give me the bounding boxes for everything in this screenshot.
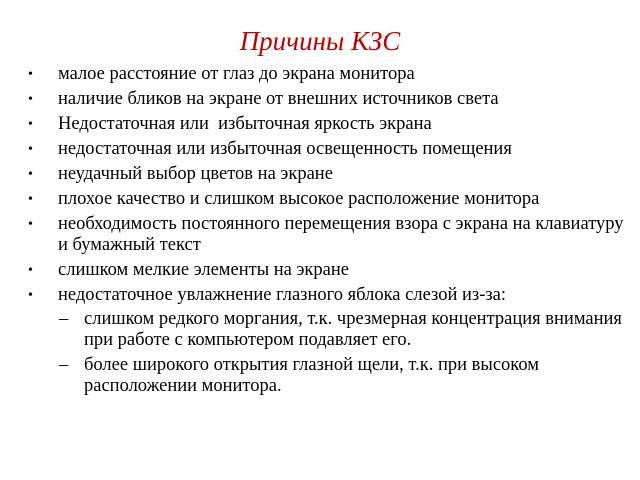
bullet-marker: • <box>28 263 33 278</box>
slide-title: Причины КЗС <box>239 26 401 56</box>
bullet-text: малое расстояние от глаз до экрана монитора <box>58 64 415 84</box>
sub-bullet-marker: – <box>59 309 69 329</box>
bullet-marker: • <box>28 142 33 157</box>
bullet-item <box>26 139 626 160</box>
bullet-item <box>26 214 626 256</box>
bullet-marker: • <box>28 92 33 107</box>
sub-bullet-item <box>26 309 626 351</box>
bullet-text: плохое качество и слишком высокое расположение монитора <box>58 189 540 209</box>
bullet-item <box>26 64 626 85</box>
bullet-item <box>26 189 626 210</box>
bullet-item <box>26 89 626 110</box>
bullet-text: неудачный выбор цветов на экране <box>58 164 333 184</box>
bullet-marker: • <box>28 167 33 182</box>
bullet-list <box>26 64 626 397</box>
bullet-item <box>26 164 626 185</box>
bullet-marker: • <box>28 217 33 232</box>
bullet-text: Недостаточная или избыточная яркость экрана <box>58 114 432 134</box>
bullet-marker: • <box>28 288 33 303</box>
sub-bullet-text: слишком редкого моргания, т.к. чрезмерная концентрация внимания при работе с компьютером подавляет его. <box>84 309 622 350</box>
bullet-text: наличие бликов на экране от внешних источников света <box>58 89 499 109</box>
bullet-item <box>26 114 626 135</box>
bullet-marker: • <box>28 117 33 132</box>
sub-bullet-text: более широкого открытия глазной щели, т.к. при высоком расположении монитора. <box>84 355 539 396</box>
bullet-item <box>26 260 626 281</box>
bullet-item <box>26 285 626 397</box>
slide-content <box>26 64 626 401</box>
sub-bullet-marker: – <box>59 355 69 375</box>
bullet-text: недостаточное увлажнение глазного яблока слезой из-за: <box>58 285 507 305</box>
bullet-marker: • <box>28 67 33 82</box>
bullet-text: необходимость постоянного перемещения взора с экрана на клавиатуру и бумажный текст <box>58 214 624 255</box>
bullet-marker: • <box>28 192 33 207</box>
sub-bullet-item <box>26 355 626 397</box>
bullet-text: слишком мелкие элементы на экране <box>58 260 349 280</box>
bullet-text: недостаточная или избыточная освещенность помещения <box>58 139 512 159</box>
sub-bullet-list <box>58 309 626 397</box>
